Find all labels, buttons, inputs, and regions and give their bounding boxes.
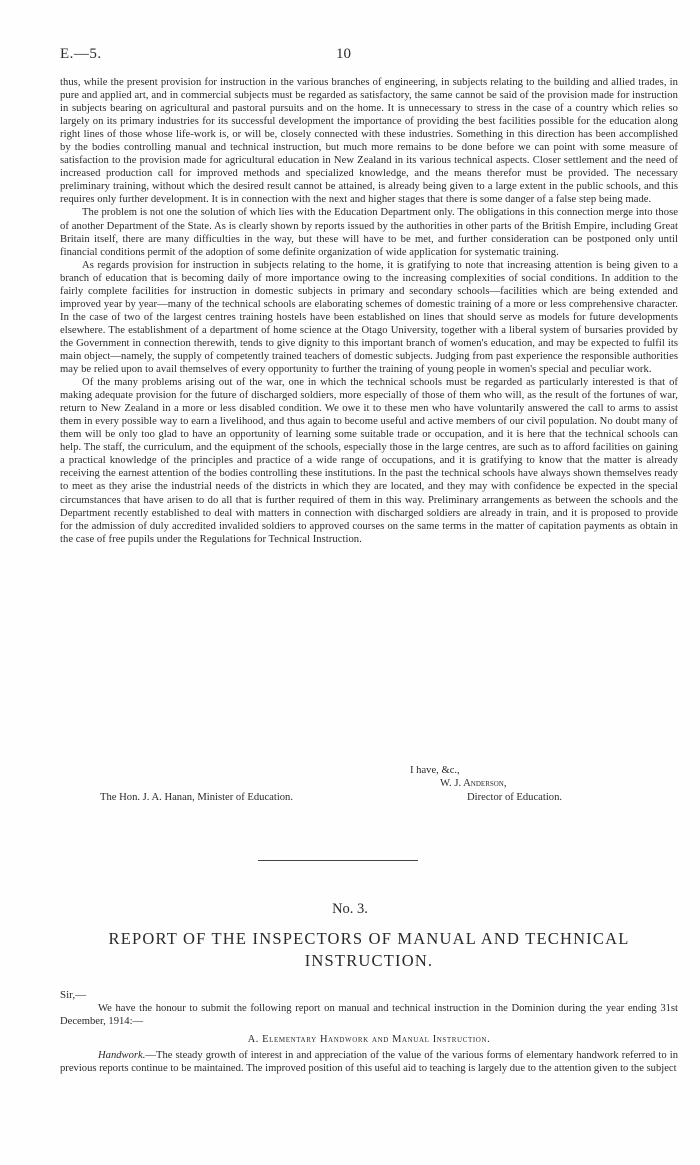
- paragraph: Of the many problems arising out of the war, one in which the technical schools must be regarded as particularly interested is that of making adequate provision for the future of discharged soldiers, more especially of those of them who will, as the result of the fortunes of war, return to New Zealand in a more or less disabled condition. We owe it to these men who have voluntarily answered the call to arms to assist them in every possible way to earn a livelihood, and thus again to become useful and active members of our civil population. No doubt many of them will be only too glad to have an opportunity of learning some suitable trade or occupation, and it is here that the technical schools can help. The staff, the curriculum, and the equipment of the schools, especially those in the large centres, are such as to afford facilities on gaining a practical knowledge of the principles and practice of a wide range of occupations, and it is gratifying to know that the matter is already receiving the earnest attention of the bodies controlling these institutions. In the past the technical schools have always shown themselves ready to meet as they arise the industrial needs of the districts in which they are located, and they may with confidence be expected in the special circumstances that have arisen to do all that is further required of them in this way. Preliminary arrangements as between the schools and the Department recently established to deal with matters in connection with discharged soldiers are already in train, and it is proposed to provide for the admission of duly accredited invalided soldiers to approved courses on the same terms in the matter of capitation payments as obtain in the case of free pupils under the Regulations for Technical Instruction.: [60, 377, 678, 545]
- closing: I have, &c.,: [410, 765, 460, 776]
- handwork-text: —The steady growth of interest in and appreciation of the value of the various forms of elementary handwork referred to in previous reports continue to be maintained. The improved position of this useful aid to teaching is largely due to the attention given to the subject: [60, 1050, 678, 1075]
- section-heading: A. Elementary Handwork and Manual Instruction.: [247, 1034, 491, 1046]
- signatory-title: Director of Education.: [467, 792, 563, 803]
- signatory-name: W. J. Anderson,: [440, 778, 507, 789]
- report-title-line: REPORT OF THE INSPECTORS OF MANUAL AND TECHNICAL: [108, 929, 630, 948]
- paragraph: As regards provision for instruction in subjects relating to the home, it is gratifying to note that increasing attention is being given to a branch of education that is becoming daily of more importance owing to the increasing complexities of social conditions. In addition to the fairly complete facilities for instruction in domestic subjects in primary and secondary schools—facilities which are being extended and improved year by year—many of the technical schools are elaborating schemes of domestic training of a more or less comprehensive character. In the case of two of the largest centres training hostels have been established on lines that should serve as models for future developments elsewhere. The establishment of a department of home science at the Otago University, together with a liberal system of bursaries provided by the Government in connection therewith, tends to give dignity to this important branch of women's education, and may be expected to fulfil its main object—namely, the supply of competently trained teachers of domestic subjects. Judging from past experience the responsible authorities may be relied upon to avail themselves of every opportunity to further the training of young people in women's special and peculiar work.: [60, 259, 678, 376]
- section-divider: [258, 860, 418, 861]
- paragraph: The problem is not one the solution of which lies with the Education Department only. The obligations in this connection merge into those of another Department of the State. As is clearly shown by reports issued by the authorities in other parts of the British Empire, including Great Britain itself, there are many difficulties in the way, but these will have to be met, and further consideration can be postponed only until financial conditions permit of the adoption of some definite organization of wide application for systematic training.: [60, 207, 678, 258]
- letter-body: [60, 76, 678, 546]
- page-number: 10: [336, 46, 351, 62]
- report-title: [60, 928, 678, 972]
- subheading: Handwork.: [98, 1050, 146, 1062]
- addressee: The Hon. J. A. Hanan, Minister of Education.: [100, 792, 294, 803]
- report-intro: We have the honour to submit the following report on manual and technical instruction in the Dominion during the year ending 31st December, 1914:—: [60, 1003, 678, 1028]
- salutation: Sir,—: [60, 989, 87, 1001]
- report-number: No. 3.: [332, 901, 368, 917]
- paragraph: [60, 1049, 678, 1075]
- report-code: E.—5.: [60, 46, 102, 62]
- report-body: [60, 989, 678, 1075]
- paragraph: thus, while the present provision for instruction in the various branches of engineering, in subjects relating to the building and allied trades, in pure and applied art, and in commercial subjects must be regarded as satisfactory, the same cannot be said of the provision made for instruction in subjects bearing on agricultural and pastoral pursuits and on the home. It is unnecessary to stress in the case of a country which relies so largely on its primary industries for its successful development the importance of providing the best facilities possible for the education along right lines of those whose life-work is, or will be, closely connected with these industries. Something in this direction has been accomplished by the bodies controlling manual and technical instruction, but much more remains to be done before we can point with some measure of satisfaction to the provision made for agricultural education in New Zealand in its various technical aspects. Closer settlement and the need of increased production call for improved methods and specialized knowledge, and the means therefor must be provided. The necessary preliminary training, without which the desired result cannot be attained, is already being given to a large extent in the public schools, and this requires only further development. It is in connection with the next and higher stages that there is some danger of a false step being made.: [60, 77, 678, 206]
- report-title-line: INSTRUCTION.: [304, 951, 434, 970]
